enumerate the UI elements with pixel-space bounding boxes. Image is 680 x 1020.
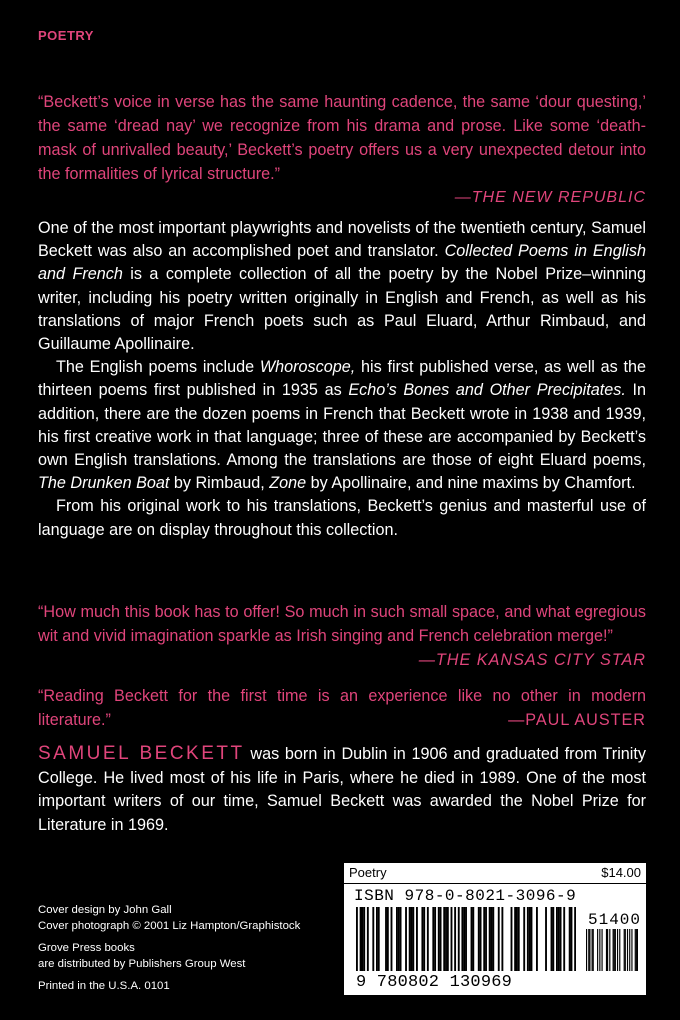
barcode-bar: [523, 907, 525, 971]
category-label: POETRY: [38, 28, 94, 43]
barcode-bar: [625, 929, 626, 971]
isbn-label: ISBN 978-0-8021-3096-9: [354, 887, 577, 905]
barcode-main: [356, 907, 576, 971]
barcode-bar: [589, 929, 590, 971]
barcode-bar: [432, 907, 434, 971]
addon-digits: 51400: [588, 911, 642, 929]
description-text: The English poems include: [56, 358, 260, 377]
barcode-bar: [396, 907, 398, 971]
barcode-bar: [463, 907, 465, 971]
barcode-bar: [398, 907, 400, 971]
barcode-bar: [451, 907, 453, 971]
barcode-bar: [423, 907, 425, 971]
printed-line: Printed in the U.S.A. 0101: [38, 980, 170, 993]
barcode-bar: [465, 907, 467, 971]
description-paragraph-1: [38, 217, 646, 356]
barcode-bar: [624, 929, 625, 971]
barcode-bar: [518, 907, 520, 971]
barcode-bar: [637, 929, 638, 971]
barcode-bar: [443, 907, 445, 971]
description-text: by Apollinaire, and nine maxims by Chamfort.: [306, 474, 636, 493]
barcode-bar: [409, 907, 411, 971]
barcode-bar: [485, 907, 487, 971]
quote-attribution: —PAUL AUSTER: [508, 711, 646, 729]
barcode-bar: [376, 907, 378, 971]
barcode-price: $14.00: [601, 865, 641, 880]
description-text: by Rimbaud,: [169, 474, 270, 493]
barcode-bar: [609, 929, 610, 971]
barcode-bar: [378, 907, 380, 971]
quote-attribution: —THE KANSAS CITY STAR: [418, 651, 646, 669]
work-title: Zone: [269, 474, 307, 493]
barcode-bar: [563, 907, 565, 971]
barcode-bar: [391, 907, 393, 971]
barcode-bar: [411, 907, 413, 971]
barcode-bar: [483, 907, 485, 971]
barcode-bar: [635, 929, 636, 971]
barcode-bar: [480, 907, 482, 971]
barcode-bar: [552, 907, 554, 971]
work-title: The Drunken Boat: [38, 474, 170, 493]
barcode-bar: [560, 907, 562, 971]
barcode-bar: [491, 907, 493, 971]
barcode-bar: [492, 907, 494, 971]
barcode-bar: [471, 907, 473, 971]
cover-design-credit: Cover design by John Gall: [38, 904, 172, 916]
barcode-bar: [593, 929, 594, 971]
barcode-bar: [385, 907, 387, 971]
barcode-bar: [571, 907, 573, 971]
barcode-bar: [489, 907, 491, 971]
barcode-bar: [416, 907, 418, 971]
barcode-bar: [400, 907, 402, 971]
barcode-bar: [458, 907, 460, 971]
quote-text: “Beckett’s voice in verse has the same haunting cadence, the same ‘dour questing,’ the same ‘dread nay’ we recognize from his drama and prose. Like some ‘death-mask of unrivalled beauty,’ Beckett’s poetry offers us a very unexpected detour into the formalities of lyrical structure.”: [38, 93, 646, 183]
barcode-bar: [551, 907, 553, 971]
credits: [38, 903, 300, 995]
barcode-bar: [440, 907, 442, 971]
quote-attribution: —THE NEW REPUBLIC: [454, 189, 646, 206]
description-text: his first published verse, as well as the thirteen poems first published in 1935 as: [38, 358, 646, 400]
barcode-bar: [412, 907, 414, 971]
barcode-bar: [597, 929, 598, 971]
barcode-bar: [478, 907, 480, 971]
work-title: Echo’s Bones and Other Precipitates.: [348, 381, 626, 400]
barcode-bar: [434, 907, 436, 971]
author-name: SAMUEL BECKETT: [38, 743, 245, 764]
barcode-bar: [588, 929, 589, 971]
barcode-bar: [613, 929, 614, 971]
barcode-bar: [367, 907, 369, 971]
barcode-bar: [445, 907, 447, 971]
quote-body: [38, 600, 646, 669]
description-paragraph-3: From his original work to his translations, Beckett’s genius and masterful use of language are on display throughout this collection.: [38, 497, 646, 539]
barcode-bar: [498, 907, 500, 971]
barcode-panel: [343, 862, 647, 996]
barcode-bar: [586, 929, 587, 971]
book-description: [38, 217, 646, 542]
quote-body: [38, 684, 646, 732]
bio-text: [38, 742, 646, 837]
barcode-bar: [607, 929, 608, 971]
description-text: In addition, there are the dozen poems in French that Beckett wrote in 1938 and 1939, his first creative work in that language; three of these are accompanied by Beckett’s own English translations. Among the translations are those of eight Eluard poems,: [38, 381, 647, 470]
barcode-bar: [531, 907, 533, 971]
barcode-bar: [405, 907, 407, 971]
review-quote-paul-auster: [38, 684, 646, 732]
barcode-bar: [574, 907, 576, 971]
book-title: Collected Poems in English and French: [38, 242, 646, 284]
barcode-addon: [586, 929, 638, 971]
barcode-bar: [438, 907, 440, 971]
distribution-line-2: are distributed by Publishers Group West: [38, 957, 246, 970]
barcode-bar: [511, 907, 513, 971]
barcode-bar: [527, 907, 529, 971]
barcode-bar: [454, 907, 456, 971]
barcode-bar: [461, 907, 463, 971]
review-quote-kansas-city-star: [38, 600, 646, 672]
barcode-bar: [592, 929, 593, 971]
quote-text: “Reading Beckett for the first time is an experience like no other in modern literature.”: [38, 687, 646, 729]
description-paragraph-2: [38, 356, 646, 495]
barcode-bar: [427, 907, 429, 971]
barcode-bar: [629, 929, 630, 971]
barcode-bar: [356, 907, 358, 971]
barcode-bar: [360, 907, 362, 971]
barcode-bar: [601, 929, 602, 971]
barcode-bar: [558, 907, 560, 971]
barcode-bar: [614, 929, 615, 971]
barcode-digits: 9 780802 130969: [356, 973, 513, 992]
barcode-bar: [617, 929, 618, 971]
barcode-bar: [556, 907, 558, 971]
barcode-bar: [387, 907, 389, 971]
barcode-bar: [636, 929, 637, 971]
barcode-bar: [516, 907, 518, 971]
barcode-bar: [447, 907, 449, 971]
barcode-bar: [363, 907, 365, 971]
barcode-bar: [501, 907, 503, 971]
barcode-bar: [514, 907, 516, 971]
barcode-bar: [536, 907, 538, 971]
bio-body: was born in Dublin in 1906 and graduated from Trinity College. He lived most of his life in Paris, where he died in 1989. One of the most important writers of our time, Samuel Beckett was awarded the Nobel Prize for Literature in 1969.: [38, 745, 646, 834]
description-text: is a complete collection of all the poetry by the Nobel Prize–winning writer, including his poetry written originally in English and French, as well as his translations of major French poets such as Paul Eluard, Arthur Rimbaud, and Guillaume Apollinaire.: [38, 265, 646, 354]
barcode-header: [344, 863, 646, 881]
barcode-bar: [615, 929, 616, 971]
barcode-bar: [627, 929, 628, 971]
description-text: One of the most important playwrights and novelists of the twentieth century, Samuel Beckett was also an accomplished poet and translator.: [38, 219, 646, 261]
barcode-bar: [372, 907, 374, 971]
barcode-bar: [529, 907, 531, 971]
barcode-bar: [545, 907, 547, 971]
barcode-bar: [606, 929, 607, 971]
barcode-category: Poetry: [349, 865, 387, 880]
distribution-line-1: Grove Press books: [38, 942, 135, 955]
work-title: Whoroscope,: [259, 358, 356, 377]
barcode-bar: [619, 929, 620, 971]
review-quote-new-republic: [38, 90, 646, 210]
barcode-bar: [361, 907, 363, 971]
quote-text: “How much this book has to offer! So much in such small space, and what egregious wit and vivid imagination sparkle as Irish singing and French celebration merge!”: [38, 603, 646, 645]
barcode-bar: [421, 907, 423, 971]
author-bio: [38, 742, 646, 837]
cover-photo-credit: Cover photograph © 2001 Liz Hampton/Graphistock: [38, 919, 301, 932]
barcode-bar: [569, 907, 571, 971]
barcode-bar: [472, 907, 474, 971]
barcode-bar: [631, 929, 632, 971]
barcode-bar: [599, 929, 600, 971]
